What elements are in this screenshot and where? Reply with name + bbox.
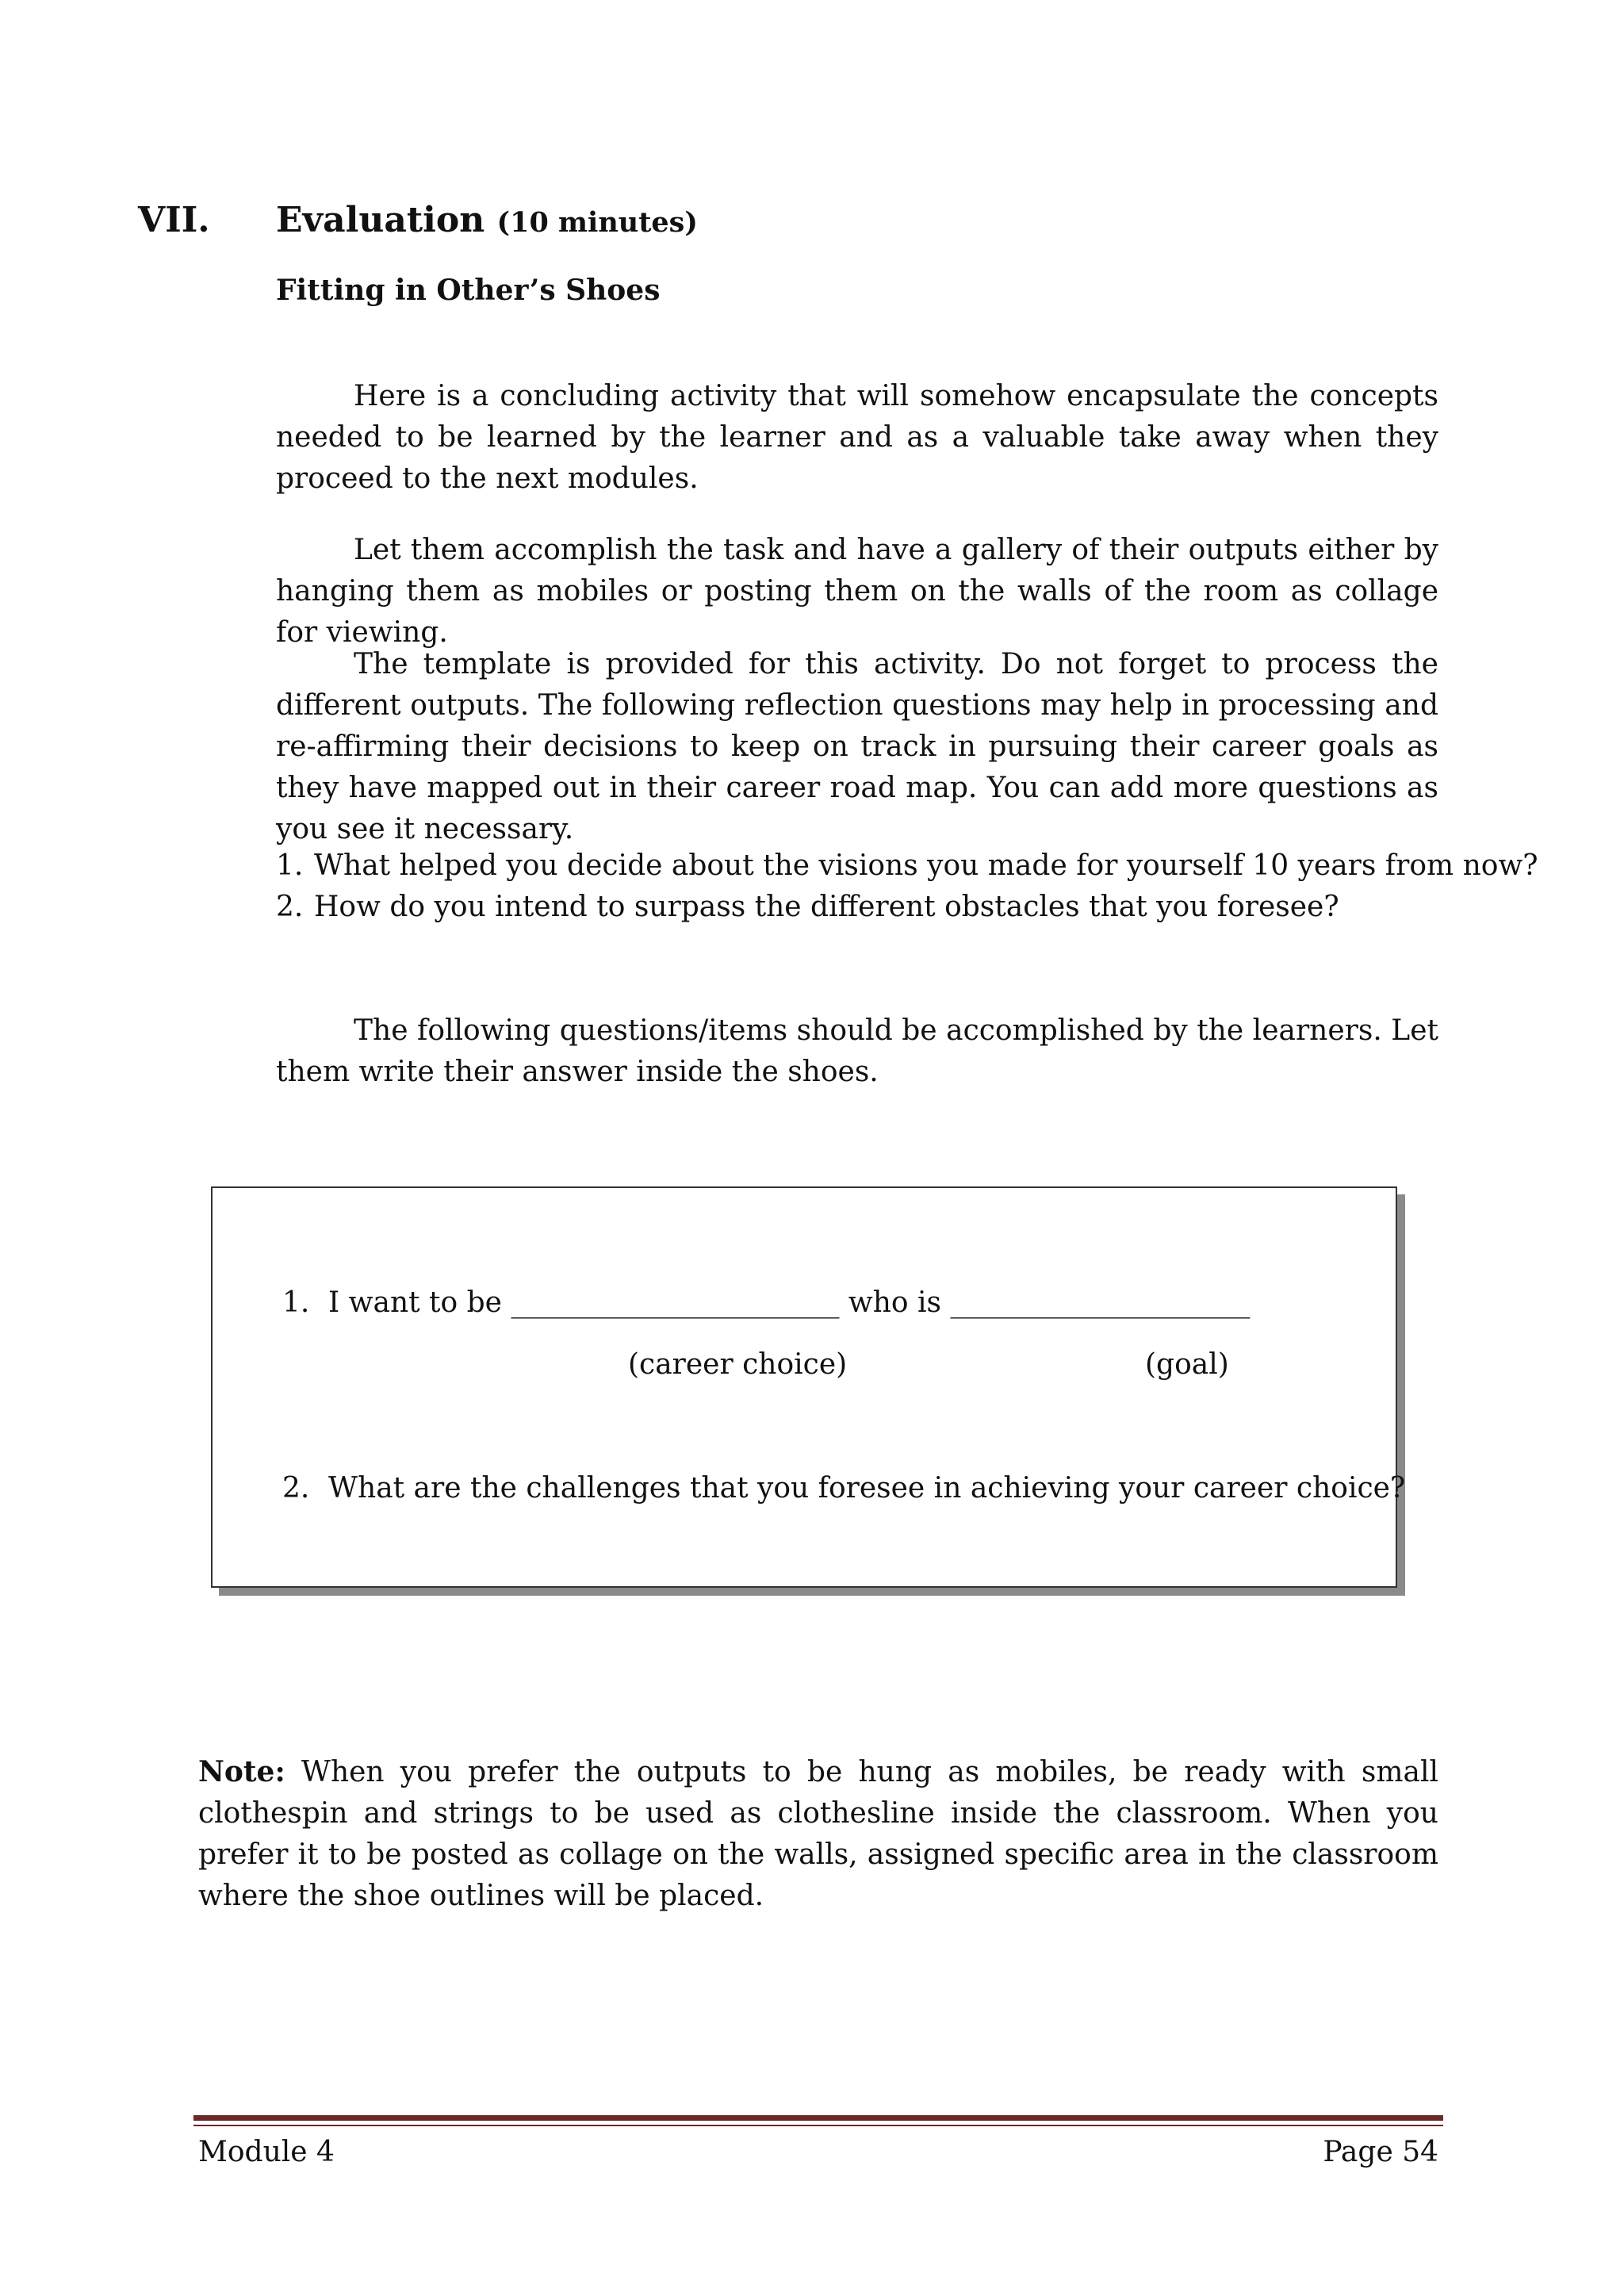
career-choice-label: (career choice) [628, 1348, 848, 1381]
footer-page-number: Page 54 [1323, 2136, 1438, 2168]
paragraph-1 [276, 376, 1438, 500]
instruction-text: The following questions/items should be accomplished by the learners. Let them write their answer inside the shoes. [276, 1014, 1438, 1088]
template-box [211, 1186, 1406, 1588]
note-text: When you prefer the outputs to be hung as mobiles, be ready with small clothespin and strings to be used as clothesline inside the classroom. When you prefer it to be posted as collage on the walls, assigned specific area in the classroom where the shoe outlines will be placed. [198, 1756, 1438, 1912]
template-item-2 [282, 1472, 1405, 1504]
footer-rule-thin [193, 2125, 1443, 2126]
footer-rule [193, 2115, 1443, 2121]
paragraph-2-text: Let them accomplish the task and have a gallery of their outputs either by hanging them as mobiles or posting them on the walls of the room as collage for viewing. [276, 534, 1438, 649]
question-number: 2. [276, 891, 304, 923]
instruction-paragraph [276, 1010, 1438, 1093]
question-text: What helped you decide about the visions you made for yourself 10 years from now? [314, 849, 1538, 882]
item-text: I want to be [328, 1286, 502, 1319]
item-text: who is [848, 1286, 941, 1319]
item-number: 1. [282, 1286, 310, 1319]
template-item-1 [282, 1286, 1250, 1319]
list-item [276, 845, 1538, 887]
question-number: 1. [276, 849, 304, 882]
note-paragraph [198, 1751, 1438, 1917]
section-title-text: Evaluation [276, 200, 485, 240]
note-label: Note: [198, 1755, 285, 1788]
item-text: What are the challenges that you foresee in achieving your career choice? [328, 1472, 1406, 1504]
paragraph-3-text: The template is provided for this activity. Do not forget to process the different outputs. The following reflection questions may help in processing and re-affirming their decisions to keep on track in pursuing their career goals as they have mapped out in their career road map. You can add more questions as you see it necessary. [276, 648, 1438, 845]
paragraph-1-text: Here is a concluding activity that will somehow encapsulate the concepts needed to be learned by the learner and as a valuable take away when they proceed to the next modules. [276, 380, 1438, 495]
footer-module: Module 4 [198, 2136, 335, 2168]
reflection-questions [276, 845, 1538, 928]
goal-label: (goal) [1145, 1348, 1229, 1381]
activity-title: Fitting in Other’s Shoes [276, 274, 661, 307]
goal-blank[interactable]: _____________________ [950, 1286, 1251, 1319]
career-choice-blank[interactable]: _______________________ [511, 1286, 840, 1319]
section-duration: (10 minutes) [496, 206, 698, 239]
list-item [276, 887, 1538, 928]
item-number: 2. [282, 1472, 310, 1504]
question-text: How do you intend to surpass the different obstacles that you foresee? [314, 891, 1339, 923]
paragraph-3 [276, 644, 1438, 850]
section-title [276, 200, 698, 240]
paragraph-2 [276, 530, 1438, 654]
section-number: VII. [138, 200, 210, 240]
